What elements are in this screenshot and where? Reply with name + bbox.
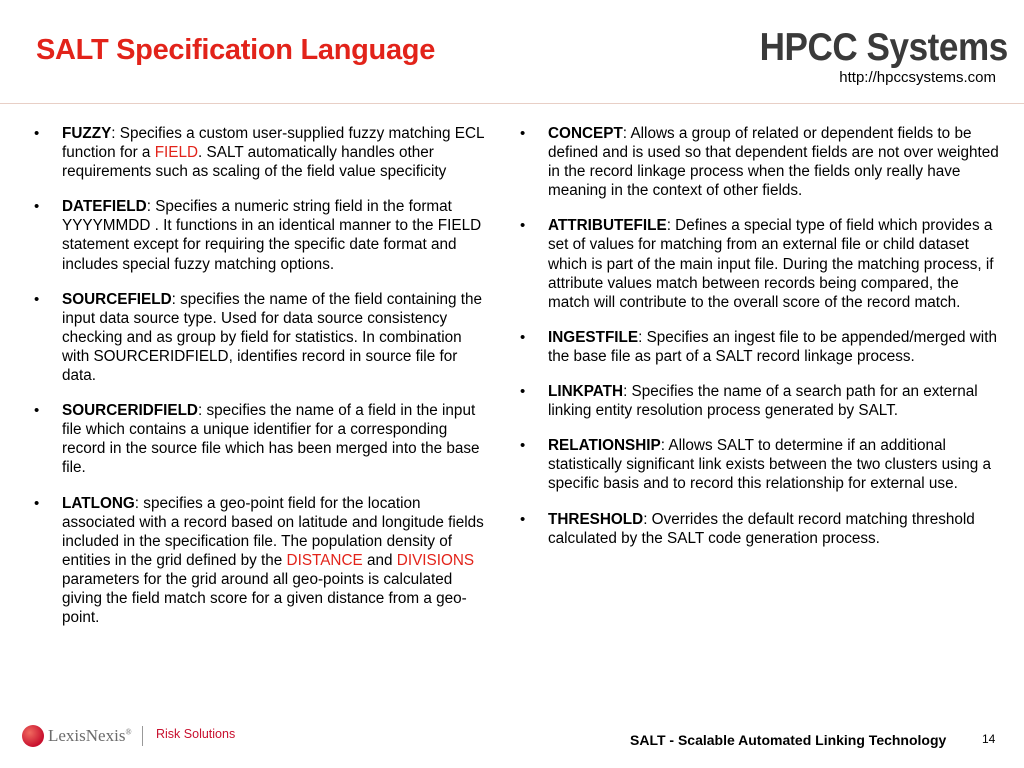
bullet-item xyxy=(520,216,1000,311)
description-text: : Specifies the name of a search path for an external linking entity resolution process generated by SALT. xyxy=(548,383,978,420)
description-text: : Specifies an ingest file to be appended/merged with the base file as part of a SALT record linkage process. xyxy=(548,328,997,365)
lexisnexis-logo-text: LexisNexis® xyxy=(48,726,132,745)
description-text: : specifies a geo-point field for the location associated with a record based on latitude and longitude fields included in the specification file. The population density of entities in the grid defined by the xyxy=(62,494,484,569)
bullet-item xyxy=(520,124,1000,200)
keyword-term: INGESTFILE xyxy=(548,328,639,346)
bullet-icon: • xyxy=(520,125,526,142)
page-number: 14 xyxy=(982,732,996,746)
bullet-item xyxy=(520,436,1000,493)
bullet-item xyxy=(34,290,486,385)
brand-url[interactable]: http://hpccsystems.com xyxy=(839,69,996,86)
bullet-icon: • xyxy=(34,402,40,420)
bullet-item xyxy=(520,510,1000,548)
slide-title: SALT Specification Language xyxy=(36,34,436,66)
bullet-item xyxy=(34,494,486,628)
description-text: : Specifies a custom user-supplied fuzzy matching ECL function for a xyxy=(62,125,484,162)
bullet-icon: • xyxy=(520,217,526,235)
bullet-item xyxy=(34,124,486,181)
description-text: : Allows a group of related or dependent fields to be defined and is used so that dependent fields are not over weighted in the record linkage process when the fields only really have meaning in the context of other fields. xyxy=(548,125,999,200)
bullet-icon: • xyxy=(34,125,40,142)
bullet-icon: • xyxy=(520,328,526,346)
lexisnexis-mark-icon xyxy=(22,725,44,747)
keyword-term: DATEFIELD xyxy=(62,198,147,216)
description-text: parameters for the grid around all geo-points is calculated giving the field match score for a given distance from a geo-point. xyxy=(62,570,467,627)
footer-title: SALT - Scalable Automated Linking Technology xyxy=(630,732,947,748)
bullet-icon: • xyxy=(34,198,40,216)
logo-divider xyxy=(142,726,143,746)
bullet-icon: • xyxy=(520,437,526,455)
keyword-term: LINKPATH xyxy=(548,383,624,401)
highlighted-keyword: DIVISIONS xyxy=(396,551,475,569)
keyword-term: ATTRIBUTEFILE xyxy=(548,217,667,235)
header-divider xyxy=(0,103,1024,104)
keyword-term: THRESHOLD xyxy=(548,510,644,528)
keyword-term: LATLONG xyxy=(62,494,135,512)
lexisnexis-logo xyxy=(22,722,155,750)
bullet-item xyxy=(34,401,486,477)
keyword-term: RELATIONSHIP xyxy=(548,437,661,455)
keyword-term: CONCEPT xyxy=(548,125,623,142)
keyword-term: SOURCEFIELD xyxy=(62,290,172,308)
bullet-icon: • xyxy=(520,383,526,401)
description-text: and xyxy=(362,551,397,569)
right-bullet-list xyxy=(520,124,1000,564)
left-bullet-list xyxy=(34,124,486,643)
keyword-term: SOURCERIDFIELD xyxy=(62,402,198,420)
description-text: : Specifies a numeric string field in the format YYYYMMDD . It functions in an identical manner to the FIELD statement except for requiring the specific date format and includes special fuzzy matching options. xyxy=(62,198,482,273)
description-text: : specifies the name of a field in the input file which contains a unique identifier for a corresponding record in the source file which has been merged into the base file. xyxy=(62,402,480,477)
description-text: : Overrides the default record matching threshold calculated by the SALT code generation process. xyxy=(548,510,975,547)
division-label: Risk Solutions xyxy=(156,727,236,741)
description-text: : specifies the name of the field containing the input data source type. Used for data source consistency checking and as group by field for statistics. In combination with SOURCERIDFIELD, identifies record in source file for data. xyxy=(62,290,483,385)
description-text: . SALT automatically handles other requirements such as scaling of the field value specificity xyxy=(62,144,447,181)
brand-logo: HPCC Systems xyxy=(759,26,1008,69)
description-text: : Allows SALT to determine if an additional statistically significant link exists between the two clusters using a specific basis and to record this relationship for external use. xyxy=(548,437,991,493)
bullet-item xyxy=(520,328,1000,366)
highlighted-keyword: DISTANCE xyxy=(286,551,363,569)
keyword-term: FUZZY xyxy=(62,125,112,142)
bullet-icon: • xyxy=(34,494,40,512)
bullet-item xyxy=(520,382,1000,420)
bullet-icon: • xyxy=(520,510,526,528)
bullet-item xyxy=(34,197,486,273)
description-text: : Defines a special type of field which provides a set of values for matching from an external file or child dataset which is part of the main input file. During the matching process, if attribute values match between records being compared, the match will contribute to the overall score of the record match. xyxy=(548,217,994,311)
bullet-icon: • xyxy=(34,290,40,308)
highlighted-keyword: FIELD xyxy=(154,144,199,162)
